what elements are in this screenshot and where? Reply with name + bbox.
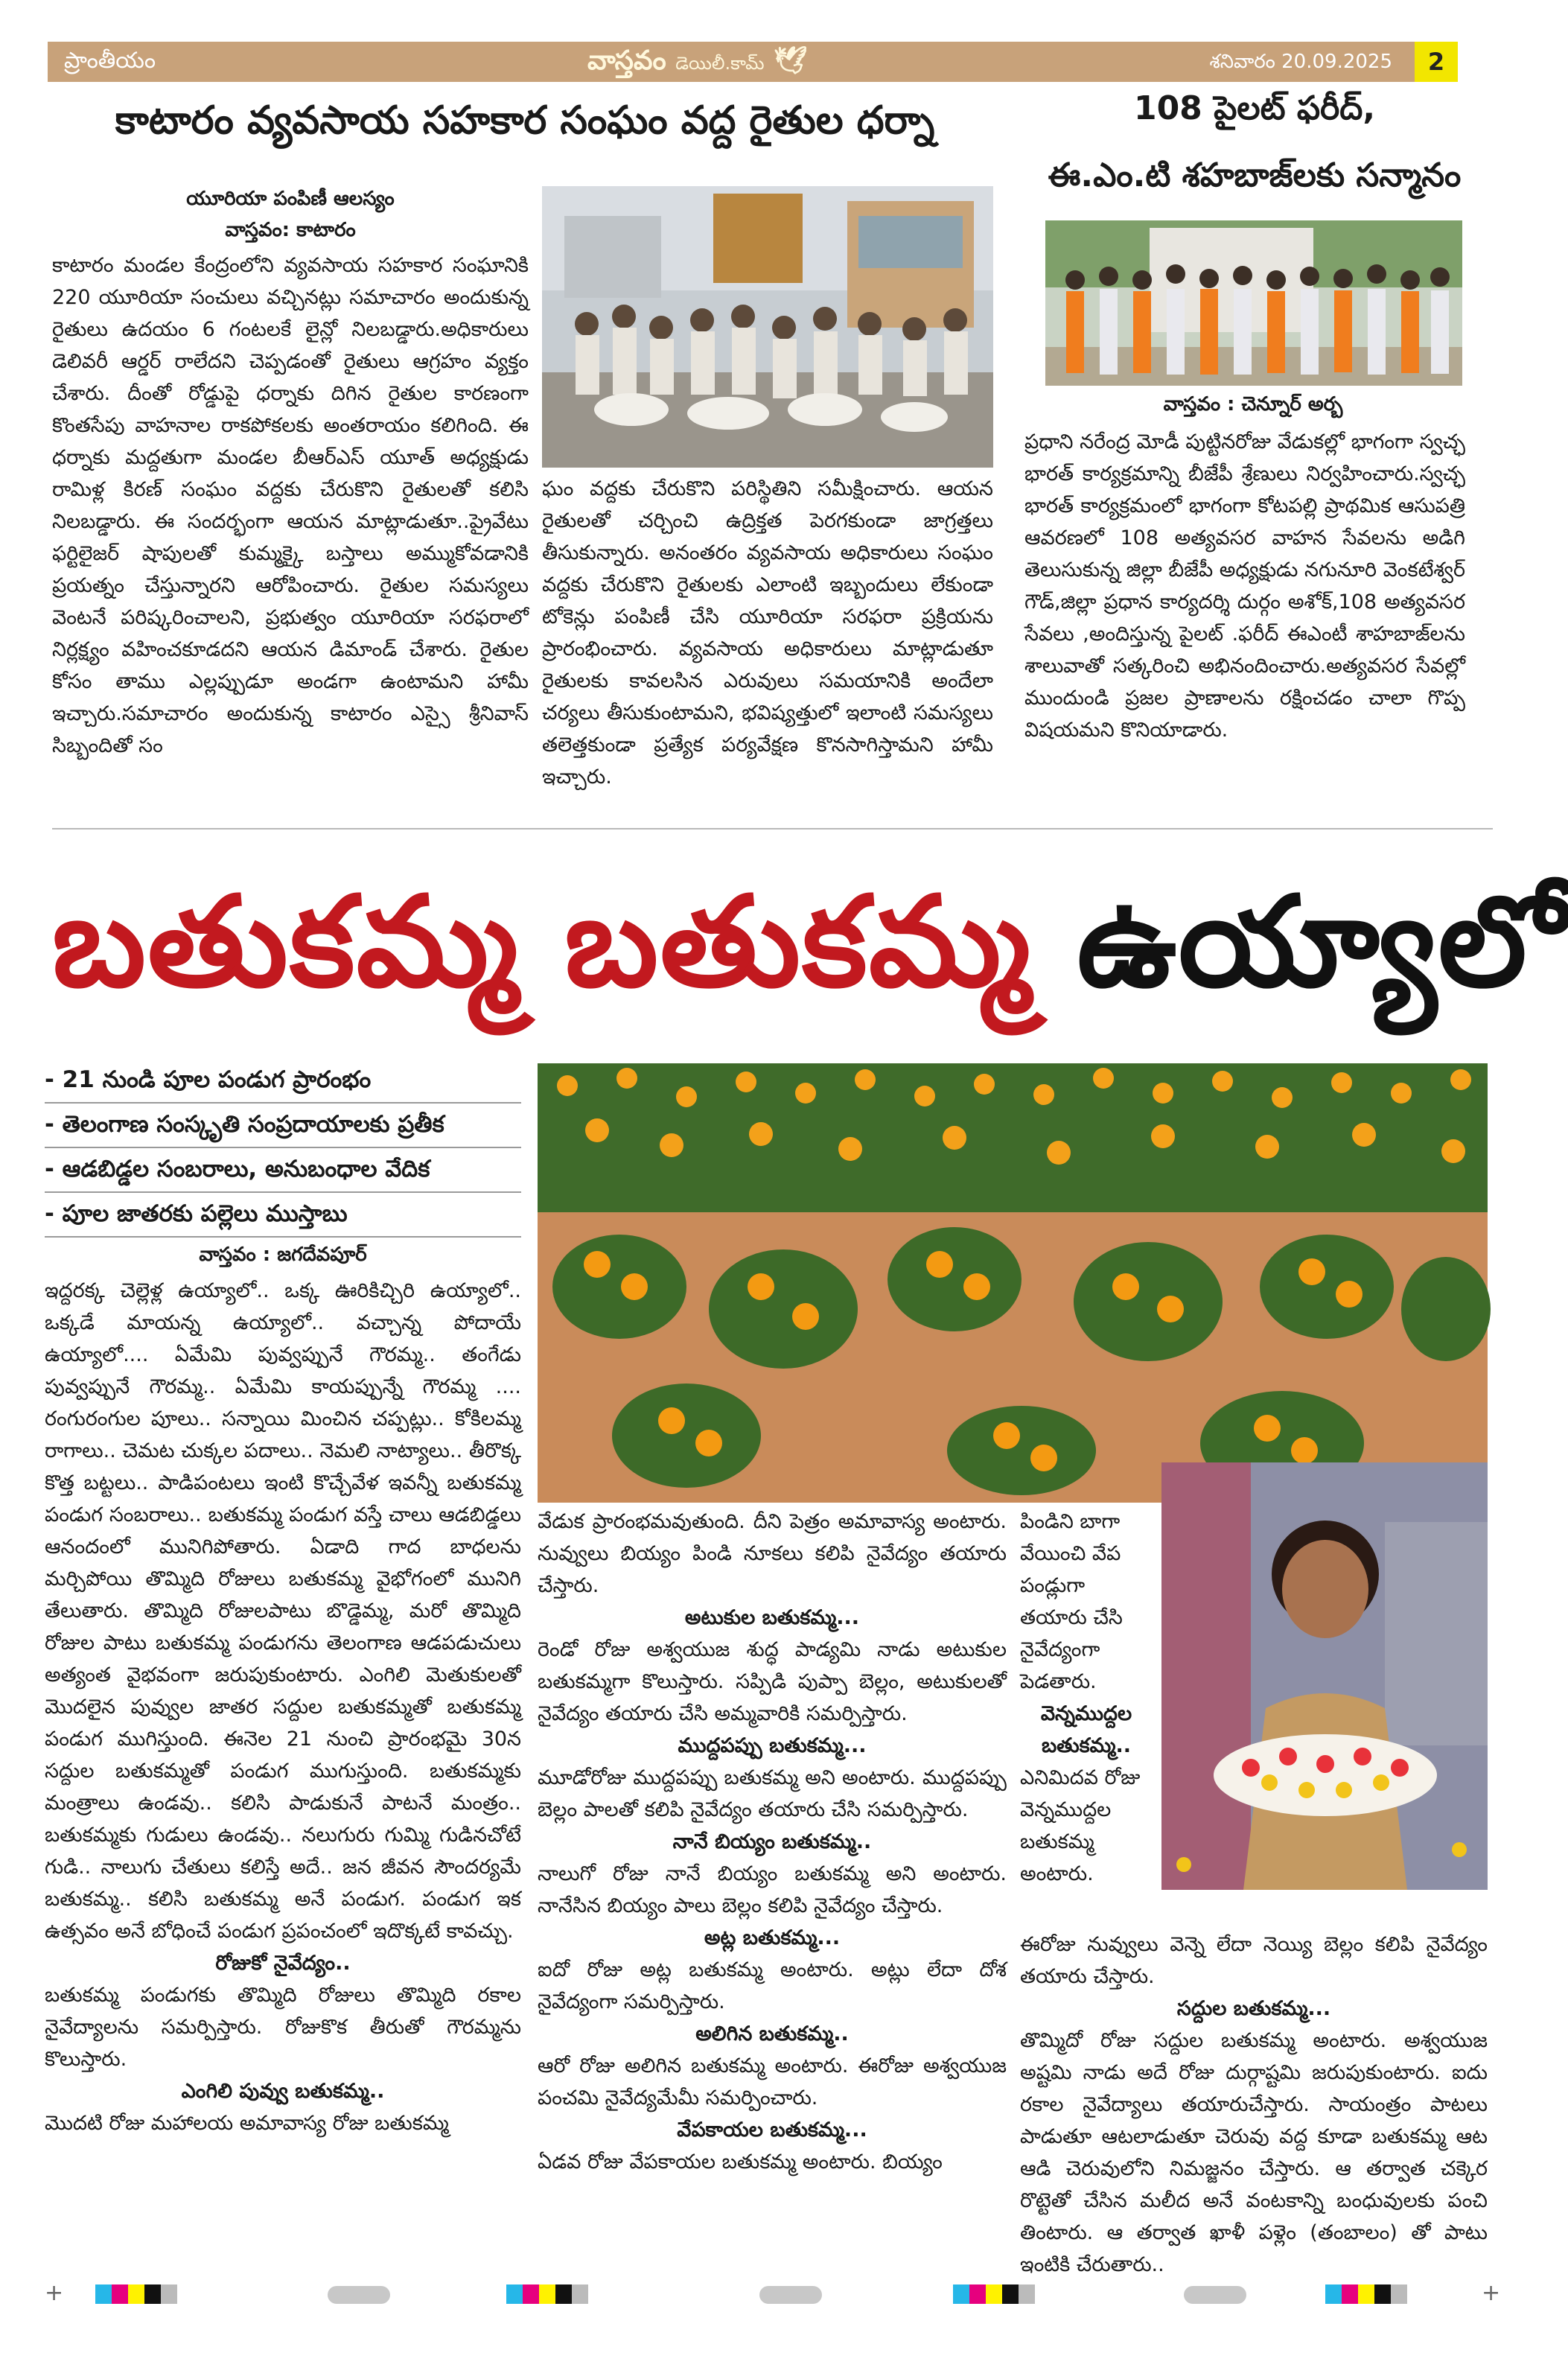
feature-intro: ఇద్దరక్క చెల్లెళ్ల ఉయ్యాలో.. ఒక్క ఊరికిచ్చిరి ఉయ్యాలో.. ఒక్కడే మాయన్న ఉయ్యాలో.. వచ్చాన్న పోదాయే ఉయ్యాలో.... ఏమేమి పువ్వప్పునే గౌరమ్మ.. తంగేడు పువ్వప్పునే గౌరమ్మ.. ఏమేమి కాయప్పున్నే గౌరమ్మ .... రంగురంగుల పూలు.. సన్నాయి మించిన చప్పట్లు.. కోకిలమ్మ రాగాలు.. చెమట చుక్కల పదాలు.. నెమలి నాట్యాలు.. తీరొక్క కొత్త బట్టలు.. పాడిపంటలు ఇంటి కొచ్చేవేళ ఇవన్నీ బతుకమ్మ పండుగ సంబరాలు.. బతుకమ్మ పండుగ వస్తే చాలు ఆడబిడ్డలు ఆనందంలో మునిగిపోతారు. ఏడాది గాద బాధలను మర్చిపోయి తొమ్మిది రోజులు బతుకమ్మ వైభోగంలో మునిగి తేలుతారు. తొమ్మిది రోజులపాటు బొడ్డెమ్మ, మరో తొమ్మిది రోజుల పాటు బతుకమ్మ పండుగను తెలంగాణ ఆడపడుచులు అత్యంత వైభవంగా జరుపుకుంటారు. ఎంగిలి మెతుకులతో మొదలైన పువ్వుల జాతర సద్దుల బతుకమ్మతో బతుకమ్మ పండుగ ముగిస్తుంది. ఈనెల 21 నుంచి ప్రారంభమై 30న సద్దుల బతుకమ్మతో పండుగ ముగుస్తుంది. బతుకమ్మకు మంత్రాలు ఉండవు.. కలిసి పాడుకునే పాటనే మంత్రం.. బతుకమ్మకు గుడులు ఉండవు.. నలుగురు గుమ్మి గుడినచోటే గుడి.. నాలుగు చేతులు కలిస్తే అదే.. జన జీవన సౌందర్యమే బతుకమ్మ.. కలిసి బతుకమ్మ అనే పండుగ. పండుగ ఇక ఉత్సవం అనే బోధించే పండుగ ప్రపంచంలో ఇదొక్కటే కావచ్చు. [45,1279,521,1943]
subhead-atukula: అటుకుల బతుకమ్మ... [684,1606,860,1629]
vepakaya-continued: పిండిని బాగా వేయించి వేప పండ్లుగా తయారు చేసి నైవేద్యంగా పెడతారు. [1020,1510,1123,1693]
bullet-rule [45,1102,521,1104]
feature-dateline: వాస్తవం : జగదేవపూర్ [199,1244,367,1266]
naivedyam-text: బతుకమ్మ పండుగకు తొమ్మిది రోజులు తొమ్మిది రకాల నైవేద్యాలను సమర్పిస్తారు. రోజుకొక తీరుతో గౌరమ్మను కొలుస్తారు. [45,1984,521,2071]
story2-headline-line2: ఈ.ఎం.టి శహబాజ్‌లకు సన్మానం [1048,156,1462,194]
nanebiyyam-text: నాలుగో రోజు నానే బియ్యం బతుకమ్మ అని అంటారు. నానేసిన బియ్యం పాలు బెల్లం కలిపి నైవేద్యం చేస్తారు. [538,1862,1007,1917]
marigold-field-photo [538,1063,1488,1503]
masthead [587,45,808,83]
muddapappu-text: మూడోరోజు ముద్దపప్పు బతుకమ్మ అని అంటారు. ముద్దపప్పు బెల్లం పాలతో కలిపి నైవేద్యం తయారు చేసి సమర్పిస్తారు. [538,1766,1007,1821]
story1-body-2: ఘం వద్దకు చేరుకొని పరిస్థితిని సమీక్షించారు. ఆయన రైతులతో చర్చించి ఉద్రిక్తత పెరగకుండా జాగ్రత్తలు తీసుకున్నారు. అనంతరం వ్యవసాయ అధికారులు సంఘం వద్దకు చేరుకొని రైతులకు ఎలాంటి ఇబ్బందులు లేకుండా టోకెన్లు పంపిణీ చేసి యూరియా సరఫరా ప్రక్రియను ప్రారంభించారు. వ్యవసాయ అధికారులు మాట్లాడుతూ రైతులకు కావలసిన ఎరువులు సమయానికి అందేలా చర్యలు తీసుకుంటామని, భవిష్యత్తులో ఇలాంటి సమస్యలు తలెత్తకుండా ప్రత్యేక పర్యవేక్షణ కొనసాగిస్తామని హామీ ఇచ్చారు. [542,477,993,789]
feature-headline [52,867,1568,1016]
masthead-domain: డెయిలీ.కామ్ [675,53,765,74]
girl-bathukamma-photo [1161,1462,1488,1890]
story2-photo-felicitation [1045,220,1462,386]
story1-headline: కాటారం వ్యవసాయ సహకార సంఘం వద్ద రైతుల ధర్నా [115,98,935,143]
feature-bullet: - తెలంగాణ సంస్కృతి సంప్రదాయాలకు ప్రతీక [45,1111,444,1138]
engili-text: మొదటి రోజు మహాలయ అమావాస్య రోజు బతుకమ్మ [45,2112,449,2135]
atla-text: ఐదో రోజు అట్ల బతుకమ్మ అంటారు. అట్లు లేదా దోశ నైవేద్యంగా సమర్పిస్తారు. [538,1958,1007,2013]
color-bar [953,2284,1035,2304]
story2-body: ప్రధాని నరేంద్ర మోడీ పుట్టినరోజు వేడుకల్లో భాగంగా స్వచ్ఛ భారత్ కార్యక్రమాన్ని బీజేపీ శ్రేణులు నిర్వహించారు.స్వచ్ఛ భారత్ కార్యక్రమంలో భాగంగా కోటపల్లి ప్రాథమిక ఆసుపత్రి ఆవరణలో 108 అత్యవసర వాహన సేవలను అడిగి తెలుసుకున్న జిల్లా బీజేపీ అధ్యక్షుడు నగునూరి వెంకటేశ్వర్ గౌడ్,జిల్లా ప్రధాన కార్యదర్శి దుర్గం అశోక్,108 అత్యవసర సేవలు ,అందిస్తున్న పైలట్ .ఫరీద్ ఈఎంటీ శాహబాజ్‌లను శాలువాతో సత్కరించి అభినందించారు.అత్యవసర సేవల్లో ముందుండి ప్రజల ప్రాణాలను రక్షించడం చాలా గొప్ప విషయమని కొనియాడారు. [1024,430,1465,742]
story1-body-1: కాటారం మండల కేంద్రంలోని వ్యవసాయ సహకార సంఘానికి 220 యూరియా సంచులు వచ్చినట్లు సమాచారం అందుకున్న రైతులు ఉదయం 6 గంటలకే లైన్లో నిలబడ్డారు.అధికారులు డెలివరీ ఆర్డర్ రాలేదని చెప్పడంతో రైతులు ఆగ్రహం వ్యక్తం చేశారు. దీంతో రోడ్డుపై ధర్నాకు దిగిన రైతుల కారణంగా కొంతసేపు వాహనాల రాకపోకలకు అంతరాయం కలిగింది. ఈ ధర్నాకు మద్దతుగా మండల బీఆర్ఎస్ యూత్ అధ్యక్షుడు రామిళ్ల కిరణ్ సంఘం వద్దకు చేరుకొని రైతులతో కలిసి నిలబడ్డారు. ఈ సందర్భంగా ఆయన మాట్లాడుతూ..ప్రైవేటు ఫర్టిలైజర్ షాపులతో కుమ్మక్కై బస్తాలు అమ్ముకోవడానికి ప్రయత్నం చేస్తున్నారని ఆరోపించారు. రైతుల సమస్యలు వెంటనే పరిష్కరించాలని, ప్రభుత్వం యూరియా సరఫరాలో నిర్లక్ష్యం వహించకూడదని ఆయన డిమాండ్ చేశారు. రైతుల కోసం తాము ఎల్లప్పుడూ అండగా ఉంటామని హామీ ఇచ్చారు.సమాచారం అందుకున్న కాటారం ఎస్సై శ్రీనివాస్ సిబ్బందితో సం [52,254,529,757]
subhead-saddula: సద్దుల బతుకమ్మ... [1176,1997,1331,2020]
vepakaya-text: ఏడవ రోజు వేపకాయల బతుకమ్మ అంటారు. బియ్యం [538,2150,943,2174]
feature-column-3 [1020,1929,1488,2276]
feature-bullet: - 21 నుండి పూల పండుగ ప్రారంభం [45,1066,372,1093]
bullet-rule [45,1147,521,1148]
aligina-text: ఆరో రోజు అలిగిన బతుకమ్మ అంటారు. ఈరోజు అశ్వయుజ పంచమి నైవేద్యమేమీ సమర్పించారు. [538,2054,1007,2110]
feature-column-2 [538,1506,1007,2264]
story1-kicker: యూరియా పంపిణీ ఆలస్యం [186,188,395,210]
section-label: ప్రాంతీయం [64,48,156,74]
story2-headline-line1: 108 పైలట్ ఫరీద్, [1133,89,1376,127]
column2-intro: వేడుక ప్రారంభమవుతుంది. దీని పెత్రం అమావాస్య అంటారు. నువ్వులు బియ్యం పిండి నూకలు కలిపి నైవేద్యం తయారు చేస్తారు. [538,1510,1007,1597]
subhead-vepakaya: వేపకాయల బతుకమ్మ... [677,2118,867,2142]
vennamuddala-text: ఈరోజు నువ్వులు వెన్నె లేదా నెయ్యి బెల్లం కలిపి నైవేద్యం తయారు చేస్తారు. [1020,1933,1488,1988]
subhead-muddapappu: ముద్దపప్పు బతుకమ్మ... [678,1734,867,1757]
registration-cross-icon: + [45,2280,64,2306]
subhead-nanebiyyam: నానే బియ్యం బతుకమ్మ.. [672,1830,872,1853]
subhead-vennamuddala: వెన్నముద్దల బతుకమ్మ.. [1040,1702,1132,1757]
story2-column [1024,426,1465,813]
feature-bullet: - ఆడబిడ్డల సంబరాలు, అనుబంధాల వేదిక [45,1156,430,1182]
story1-column-2 [542,473,993,815]
registration-pill [328,2286,390,2304]
registration-pill [1184,2286,1246,2304]
bullet-rule [45,1191,521,1193]
color-bar [506,2284,588,2304]
vennamuddala-narrow-text: ఎనిమిదవ రోజు వెన్నముద్దల బతుకమ్మ అంటారు. [1020,1766,1141,1885]
masthead-title: వాస్తవం [587,45,666,76]
subhead-naivedyam: రోజుకో నైవేద్యం.. [215,1952,351,1975]
page-number: 2 [1415,42,1458,82]
feature-column-1 [45,1275,521,2262]
registration-cross-icon: + [1482,2280,1501,2306]
saddula-text: తొమ్మిదో రోజు సద్దుల బతుకమ్మ అంటారు. అశ్వయుజ అష్టమి నాడు అదే రోజు దుర్గాష్టమి జరుపుకుంటారు. ఐదు రకాల నైవేద్యాలు తయారుచేస్తారు. సాయంత్రం పాటలు పాడుతూ ఆటలాడుతూ చెరువు వద్ద కూడా బతుకమ్మ ఆట ఆడి చెరువులోని నిమజ్జనం చేస్తారు. ఆ తర్వాత చక్కెర రొట్టెతో చేసిన మలీద అనే వంటకాన్ని బంధువులకు పంచి తింటారు. ఆ తర్వాత ఖాళీ పళ్లెం (తంబాలం) తో పాటు ఇంటికి చేరుతారు.. [1020,2029,1488,2276]
feature-bullet: - పూల జాతరకు పల్లెలు ముస్తాబు [45,1200,348,1227]
subhead-atla: అట్ల బతుకమ్మ... [704,1926,841,1949]
subhead-aligina: అలిగిన బతుకమ్మ.. [695,2022,849,2045]
feature-headline-red: బతుకమ్మ బతుకమ్మ [52,869,1032,1015]
story1-dateline: వాస్తవం: కాటారం [225,219,356,241]
bullet-rule [45,1236,521,1238]
section-divider [52,828,1493,830]
story1-photo-farmers-protest [542,186,993,468]
story2-dateline: వాస్తవం : చెన్నూర్ అర్బ [1163,393,1343,415]
feature-narrow-column [1020,1506,1153,1923]
registration-pill [759,2286,822,2304]
dove-icon: 🕊 [774,45,808,76]
color-bar [95,2284,177,2304]
issue-date: శనివారం 20.09.2025 [1209,51,1392,73]
subhead-engili: ఎంగిలి పువ్వు బతుకమ్మ.. [181,2080,385,2103]
feature-headline-black: ఉయ్యాలో [1077,869,1568,1015]
story1-column-1 [52,249,529,815]
page-header [48,42,1458,82]
color-bar [1325,2284,1407,2304]
atukula-text: రెండో రోజు అశ్వయుజ శుద్ధ పాడ్యమి నాడు అటుకుల బతుకమ్మగా కొలుస్తారు. సప్పిడి పుప్పా బెల్లం, అటుకులతో నైవేద్యం తయారు చేసి అమ్మవారికి సమర్పిస్తారు. [538,1638,1007,1725]
